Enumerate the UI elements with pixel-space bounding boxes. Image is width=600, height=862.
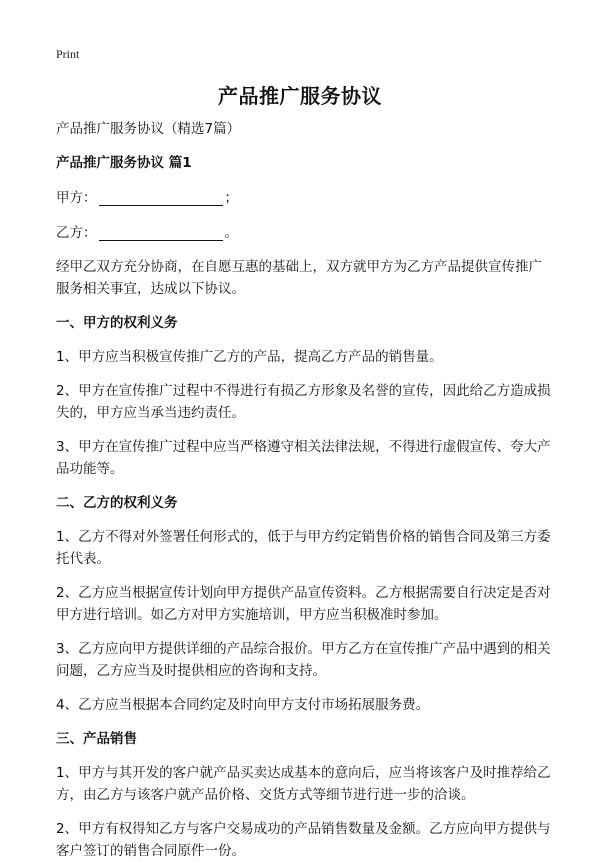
clause-paragraph: 2、甲方有权得知乙方与客户交易成功的产品销售数量及金额。乙方应向甲方提供与客户签订的销售合同原件一份。 bbox=[56, 821, 551, 859]
party-b-label: 乙方： bbox=[56, 225, 97, 241]
party-b-blank-line bbox=[99, 224, 223, 241]
party-a-label: 甲方： bbox=[56, 190, 97, 206]
clause-paragraph: 2、甲方在宣传推广过程中不得进行有损乙方形象及名誉的宣传，因此给乙方造成损失的，甲方应当承当违约责任。 bbox=[56, 383, 551, 421]
clause-paragraph: 3、甲方在宣传推广过程中应当严格遵守相关法律法规，不得进行虚假宣传、夸大产品功能等。 bbox=[56, 439, 551, 477]
clause-paragraph: 4、乙方应当根据本合同约定及时向甲方支付市场拓展服务费。 bbox=[56, 697, 430, 713]
article-heading: 产品推广服务协议 篇1 bbox=[56, 155, 192, 171]
party-a-end-mark: ； bbox=[224, 190, 238, 206]
clause-paragraph: 1、甲方应当积极宣传推广乙方的产品，提高乙方产品的销售量。 bbox=[56, 349, 443, 365]
clause-paragraph: 2、乙方应当根据宣传计划向甲方提供产品宣传资料。乙方根据需要自行决定是否对甲方进行培训。如乙方对甲方实施培训，甲方应当积极准时参加。 bbox=[56, 585, 551, 623]
clause-paragraph: 1、甲方与其开发的客户就产品买卖达成基本的意向后，应当将该客户及时推荐给乙方，由乙方与该客户就产品价格、交货方式等细节进行进一步的洽谈。 bbox=[56, 765, 551, 803]
document-subtitle: 产品推广服务协议（精选7篇） bbox=[56, 121, 241, 137]
print-link[interactable]: Print bbox=[56, 47, 80, 61]
section-heading: 二、乙方的权利义务 bbox=[56, 495, 178, 511]
intro-paragraph: 经甲乙双方充分协商，在自愿互惠的基础上，双方就甲方为乙方产品提供宣传推广服务相关事宜，达成以下协议。 bbox=[56, 259, 542, 297]
section-heading: 三、产品销售 bbox=[56, 731, 137, 747]
document-title: 产品推广服务协议 bbox=[218, 84, 382, 108]
party-b-end-mark: 。 bbox=[224, 225, 238, 241]
party-a-field bbox=[56, 187, 552, 209]
clause-paragraph: 3、乙方应向甲方提供详细的产品综合报价。甲方乙方在宣传推广产品中遇到的相关问题，乙方应当及时提供相应的咨询和支持。 bbox=[56, 641, 551, 679]
clause-paragraph: 1、乙方不得对外签署任何形式的，低于与甲方约定销售价格的销售合同及第三方委托代表。 bbox=[56, 529, 551, 567]
party-a-blank-line bbox=[99, 189, 223, 206]
document-body bbox=[56, 118, 552, 862]
party-b-field bbox=[56, 222, 552, 244]
section-heading: 一、甲方的权利义务 bbox=[56, 315, 178, 331]
